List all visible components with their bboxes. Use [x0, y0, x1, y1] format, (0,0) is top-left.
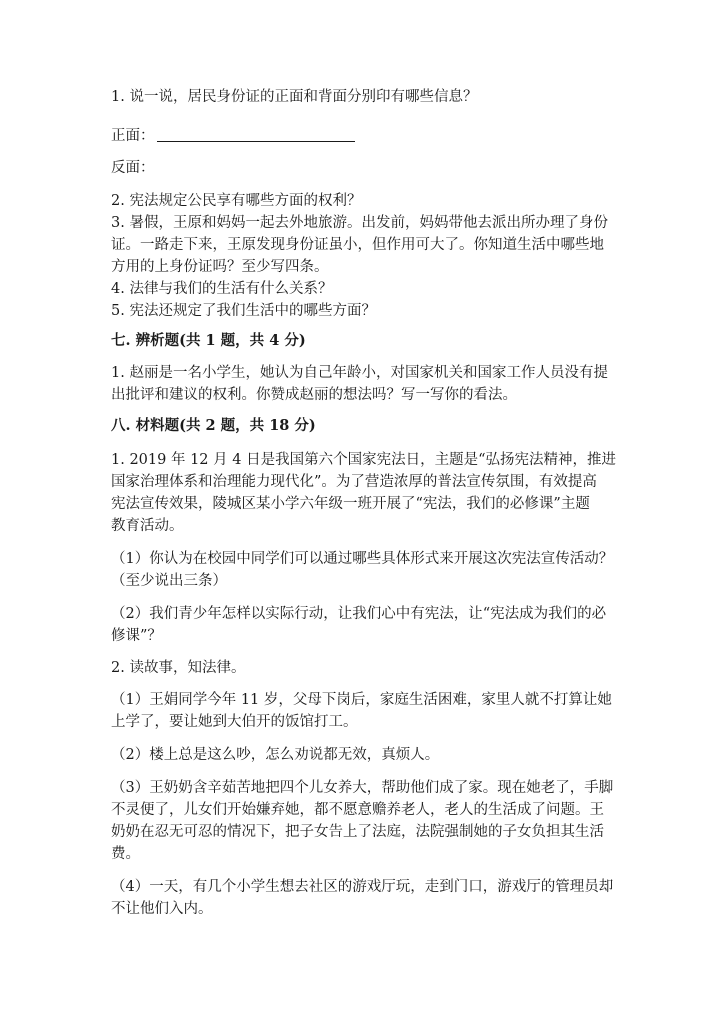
sub-question-1-2-line-1: （2）我们青少年怎样以实际行动，让我们心中有宪法，让“宪法成为我们的必 [111, 606, 607, 622]
question-3-text-line-1: 3. 暑假，王原和妈妈一起去外地旅游。出发前，妈妈带他去派出所办理了身份 [111, 215, 608, 231]
section-8-question-1-line-4: 教育活动。 [111, 518, 184, 534]
story-2-text: （2）楼上总是这么吵，怎么劝说都无效，真烦人。 [111, 747, 440, 763]
story-4-line-1: （4）一天，有几个小学生想去社区的游戏厅玩，走到门口，游戏厅的管理员却 [111, 879, 614, 895]
question-4-text: 4. 法律与我们的生活有什么关系？ [111, 281, 333, 297]
question-3-text-line-3: 方用的上身份证吗？至少写四条。 [111, 259, 329, 275]
question-5-text: 5. 宪法还规定了我们生活中的哪些方面？ [111, 303, 376, 319]
story-3-line-1: （3）王奶奶含辛茹苦地把四个儿女养大，帮助他们成了家。现在她老了，手脚 [111, 780, 614, 796]
question-2-text: 2. 宪法规定公民享有哪些方面的权利？ [111, 193, 362, 209]
sub-question-1-1-line-1: （1）你认为在校园中同学们可以通过哪些具体形式来开展这次宪法宣传活动？ [111, 551, 614, 567]
back-label: 反面： [111, 160, 155, 176]
story-3-line-4: 费。 [111, 846, 140, 862]
story-1-line-2: 上学了，要让她到大伯开的饭馆打工。 [111, 714, 358, 730]
section-8-question-1-line-2: 国家治理体系和治理能力现代化”。为了营造浓厚的普法宣传氛围，有效提高 [111, 474, 597, 490]
question-3-text-line-2: 证。一路走下来，王原发现身份证虽小，但作用可大了。你知道生活中哪些地 [111, 237, 604, 253]
story-3-line-3: 奶奶在忍无可忍的情况下，把子女告上了法庭，法院强制她的子女负担其生活 [111, 824, 604, 840]
story-4-line-2: 不让他们入内。 [111, 901, 213, 917]
section-7-question-1-line-2: 出批评和建议的权利。你赞成赵丽的想法吗？写一写你的看法。 [111, 387, 517, 403]
story-3-line-2: 不灵便了，儿女们开始嫌弃她，都不愿意赡养老人，老人的生活成了问题。王 [111, 802, 604, 818]
question-1-text: 1. 说一说，居民身份证的正面和背面分别印有哪些信息？ [111, 89, 478, 105]
section-8-heading: 八. 材料题(共 2 题，共 18 分) [111, 417, 316, 434]
front-answer-blank[interactable] [157, 127, 355, 142]
front-answer-row [111, 125, 611, 147]
section-7-heading: 七. 辨析题(共 1 题，共 4 分) [111, 332, 306, 349]
section-8-question-1-line-1: 1. 2019 年 12 月 4 日是我国第六个国家宪法日，主题是“弘扬宪法精神，推进 [111, 452, 616, 468]
front-label: 正面： [111, 128, 155, 144]
section-8-question-1-line-3: 宪法宣传效果，陵城区某小学六年级一班开展了“宪法，我们的必修课”主题 [111, 496, 590, 512]
section-8-question-2-text: 2. 读故事，知法律。 [111, 660, 246, 676]
sub-question-1-2-line-2: 修课”？ [111, 628, 162, 644]
section-7-question-1-line-1: 1. 赵丽是一名小学生，她认为自己年龄小，对国家机关和国家工作人员没有提 [111, 365, 608, 381]
story-1-line-1: （1）王娟同学今年 11 岁，父母下岗后，家庭生活困难，家里人就不打算让她 [111, 692, 612, 708]
sub-question-1-1-line-2: （至少说出三条） [111, 573, 227, 589]
